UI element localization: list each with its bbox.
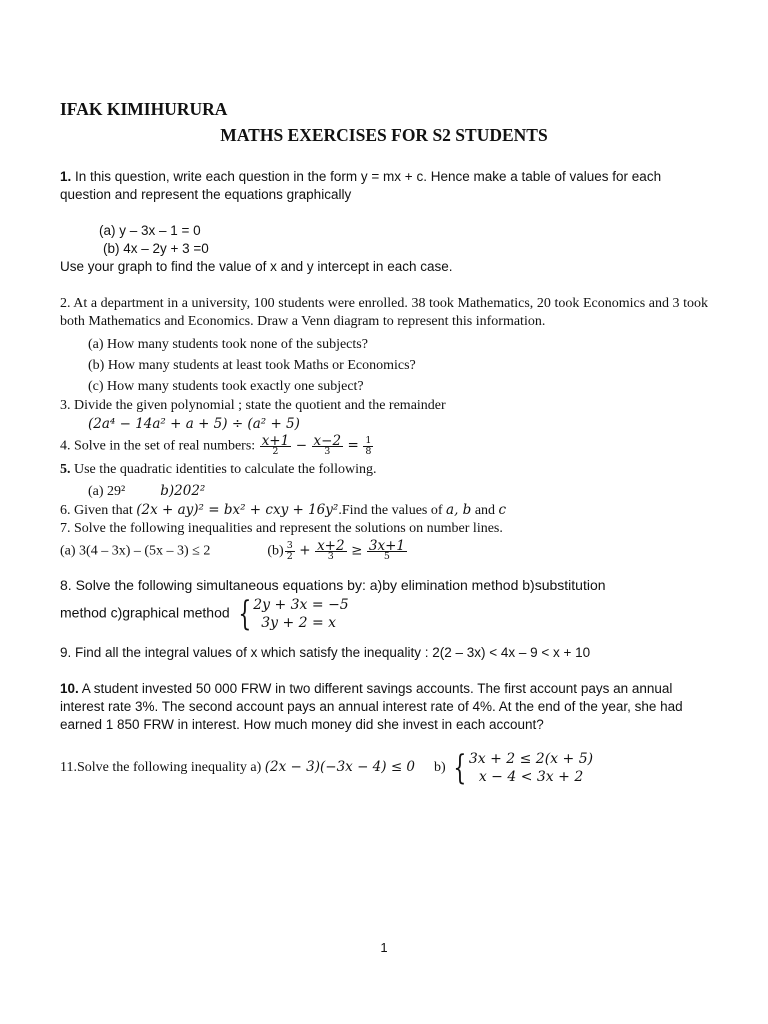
- question-5a: (a) 29²: [88, 484, 126, 499]
- question-1: [60, 168, 708, 204]
- document-page: [60, 98, 708, 786]
- question-4-fraction-3: $\frac{1}{8}$: [365, 435, 372, 457]
- question-7: 7. Solve the following inequalities and represent the solutions on number lines.: [60, 521, 503, 536]
- question-1b: (b) 4x – 2y + 3 =0: [103, 241, 209, 256]
- question-6-last-var: c: [498, 502, 507, 518]
- question-8-equation-2: 3y + 2 = x: [261, 615, 337, 631]
- question-5-text: Use the quadratic identities to calculate the following.: [70, 462, 377, 477]
- question-8-line-2: [60, 596, 708, 632]
- question-7b-fraction-2: $\frac{x+2}{3}$: [317, 538, 345, 562]
- question-11: [60, 750, 708, 786]
- question-5-parts: [60, 482, 708, 501]
- question-4-fraction-1: $\frac{x+1}{2}$: [261, 433, 290, 457]
- question-6: [60, 501, 708, 520]
- question-5-number: 5.: [60, 462, 71, 477]
- question-11-expression: (2x − 3)(−3x − 4) ≤ 0: [264, 759, 416, 776]
- question-3-expression: (2a⁴ − 14a² + a + 5) ÷ (a² + 5): [88, 416, 300, 432]
- question-4-text: 4. Solve in the set of real numbers:: [60, 438, 256, 454]
- question-4: [60, 433, 708, 457]
- question-1-note: Use your graph to find the value of x and y intercept in each case.: [60, 259, 453, 274]
- question-11-text: 11.Solve the following inequality a): [60, 760, 262, 776]
- question-8-method: method c)graphical method: [60, 604, 230, 621]
- question-6-tail: .Find the values of: [338, 503, 443, 518]
- question-2b: (b) How many students at least took Maths or Economics?: [88, 358, 416, 373]
- question-10-number: 10.: [60, 681, 79, 696]
- left-brace-icon: {: [453, 748, 467, 788]
- question-1-text: In this question, write each question in the form y = mx + c. Hence make a table of values for each question and represent the equations graphically: [60, 169, 662, 202]
- question-2a: (a) How many students took none of the subjects?: [88, 337, 368, 352]
- question-8-system: [234, 596, 349, 632]
- question-5b: b)202²: [160, 483, 206, 499]
- question-11b-label: b): [434, 760, 446, 776]
- question-6-text: 6. Given that: [60, 503, 133, 518]
- question-6-expression: (2x + ay)² = bx² + cxy + 16y²: [136, 502, 339, 518]
- question-1a: (a) y – 3x – 1 = 0: [99, 223, 201, 238]
- question-4-fraction-2: $\frac{x-2}{3}$: [313, 433, 342, 457]
- question-3: 3. Divide the given polynomial ; state the quotient and the remainder: [60, 398, 446, 413]
- question-4-minus: −: [295, 437, 308, 454]
- question-7b-geq: ≥: [351, 542, 363, 559]
- question-2: 2. At a department in a university, 100 students were enrolled. 38 took Mathematics, 20 took Economics and 3 took both Mathematics and Economics. Draw a Venn diagram to represent this information.: [60, 296, 708, 329]
- question-7-parts: [60, 538, 708, 562]
- page-number: 1: [380, 940, 388, 955]
- question-1-number: 1.: [60, 169, 72, 184]
- question-7b-fraction-3: $\frac{3x+1}{5}$: [368, 538, 405, 562]
- question-6-vars: a, b: [446, 502, 472, 518]
- document-title: MATHS EXERCISES FOR S2 STUDENTS: [220, 125, 548, 145]
- question-10-text: A student invested 50 000 FRW in two different savings accounts. The first account pays an annual interest rate 3%. The second account pays an annual interest rate of 4%. At the end of the year, she had earned 1 850 FRW in interest. How much money did she invest in each account?: [60, 681, 683, 732]
- question-7b-fraction-1: $\frac{3}{2}$: [286, 540, 293, 562]
- left-brace-icon: {: [237, 594, 251, 634]
- question-11-inequality-2: x − 4 < 3x + 2: [478, 769, 584, 785]
- question-7b-plus: +: [299, 542, 311, 559]
- question-7b-label: (b): [267, 543, 284, 559]
- school-name: IFAK KIMIHURURA: [60, 99, 228, 119]
- question-8-equation-1: 2y + 3x = −5: [253, 597, 349, 613]
- question-5: [60, 461, 708, 479]
- question-10: [60, 680, 708, 734]
- question-4-equals: =: [347, 437, 359, 454]
- question-7a: (a) 3(4 – 3x) – (5x – 3) ≤ 2: [60, 543, 211, 559]
- question-9: 9. Find all the integral values of x which satisfy the inequality : 2(2 – 3x) < 4x – 9 < x + 10: [60, 645, 591, 660]
- question-11-system: [449, 750, 593, 786]
- question-11-inequality-1: 3x + 2 ≤ 2(x + 5): [468, 751, 594, 767]
- question-2c: (c) How many students took exactly one subject?: [88, 379, 364, 394]
- question-8: 8. Solve the following simultaneous equations by: a)by elimination method b)substitution: [60, 577, 606, 593]
- question-6-and: and: [471, 503, 499, 518]
